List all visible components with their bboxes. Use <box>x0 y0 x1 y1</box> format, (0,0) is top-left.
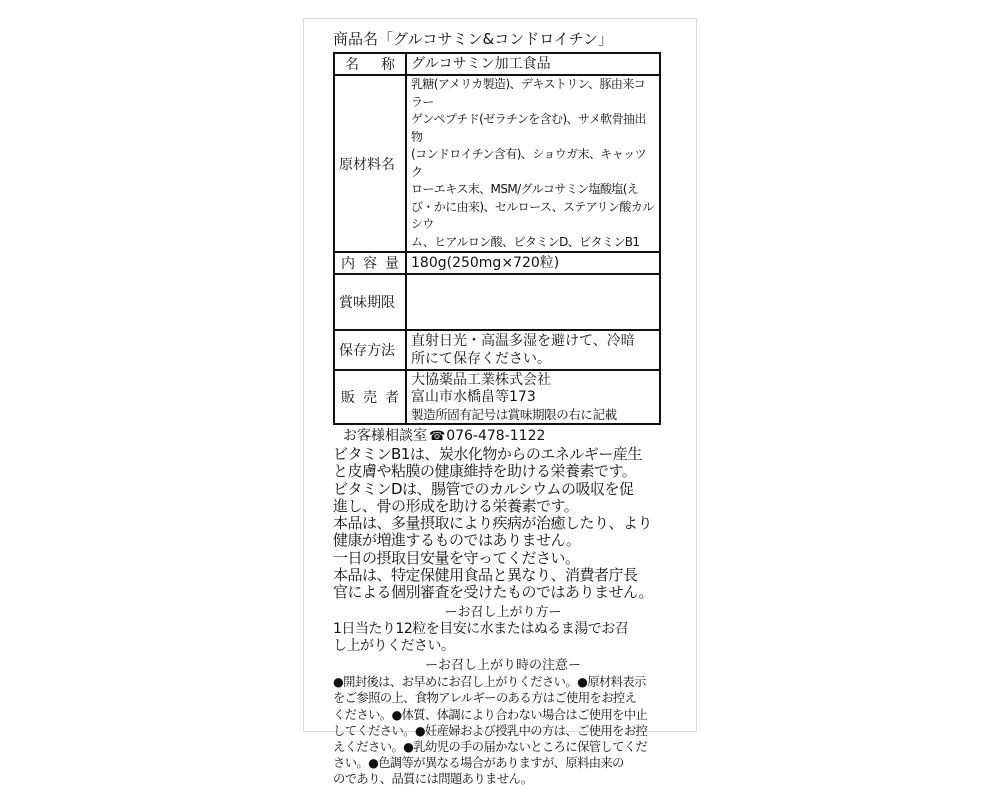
table-row <box>334 75 660 252</box>
label-content <box>333 28 673 788</box>
ingredients-line: ローエキス末、MSM/グルコサミン塩酸塩(え <box>411 182 639 196</box>
storage-value <box>406 330 660 370</box>
ingredients-line: 乳糖(アメリカ製造)、デキストリン、豚由来コラー <box>411 77 646 109</box>
storage-label: 保存方法 <box>334 330 406 370</box>
howto-heading: ーお召し上がり方ー <box>444 604 562 620</box>
ingredients-value <box>406 75 660 252</box>
ingredients-line: ゲンペプチド(ゼラチンを含む)、サメ軟骨抽出物 <box>411 112 646 144</box>
ingredients-label: 原材料名 <box>334 75 406 252</box>
note-line: 健康が増進するものではありません。 <box>333 531 581 550</box>
table-row <box>334 330 660 370</box>
table-row <box>334 53 660 75</box>
seller-note: 製造所固有記号は賞味期限の右に記載 <box>411 406 617 422</box>
note-line: ビタミンDは、腸管でのカルシウムの吸収を促 <box>333 479 634 498</box>
table-row <box>334 274 660 330</box>
expiry-value <box>406 274 660 330</box>
ingredients-line: (コンドロイチン含有)、ショウガ末、キャッツク <box>411 147 646 179</box>
caution-line: ください。●体質、体調により合わない場合はご使用を中止 <box>333 707 648 722</box>
caution-line: してください。●妊産婦および授乳中の方は、ご使用をお控 <box>333 723 648 738</box>
name-label-char-2: 称 <box>381 57 395 73</box>
caution-section <box>333 657 673 787</box>
note-line: 進し、骨の形成を助ける栄養素です。 <box>333 496 579 515</box>
product-name: 商品名「グルコサミン&コンドロイチン」 <box>333 30 614 48</box>
caution-line: をご参照の上、食物アレルギーのある方はご使用をお控え <box>333 691 637 706</box>
caution-line: ●開封後は、お早めにお召し上がりください。●原材料表示 <box>333 675 646 690</box>
seller-label-char-1: 販 <box>341 390 355 406</box>
caution-heading: ーお召し上がり時の注意ー <box>424 658 581 674</box>
telephone-icon: ☎ <box>429 429 446 444</box>
name-label-char-1: 名 <box>345 57 359 73</box>
note-line: ビタミンB1は、炭水化物からのエネルギー産生 <box>333 445 642 463</box>
seller-value <box>406 370 660 424</box>
product-info-table <box>333 52 661 425</box>
amount-label-cell <box>334 252 406 274</box>
ingredients-line: び・かに由来)、セルロース、ステアリン酸カルシウ <box>411 199 654 231</box>
note-line: 一日の摂取目安量を守ってください。 <box>333 548 580 567</box>
caution-line: えください。●乳幼児の手の届かないところに保管してくだ <box>333 740 648 755</box>
note-line: 本品は、特定保健用食品と異なり、消費者庁長 <box>333 566 638 585</box>
amount-value: 180g(250mg×720粒) <box>406 252 660 274</box>
caution-line: のであり、品質には問題ありません。 <box>333 772 533 787</box>
howto-section <box>333 604 673 656</box>
table-row <box>334 252 660 274</box>
note-line: 本品は、多量摂取により疾病が治癒したり、より <box>333 514 653 533</box>
storage-line: 直射日光・高温多湿を避けて、冷暗 <box>411 333 635 349</box>
seller-company: 大協薬品工業株式会社 <box>411 371 551 388</box>
name-label-cell <box>334 53 406 75</box>
note-line: 官による個別審査を受けたものではありません。 <box>333 583 653 602</box>
table-row <box>334 370 660 424</box>
howto-line: し上がりください。 <box>333 637 455 654</box>
seller-address: 富山市水橋畠等173 <box>411 388 536 405</box>
amount-label-char-1: 内 <box>341 256 355 272</box>
seller-label-cell <box>334 370 406 424</box>
expiry-label: 賞味期限 <box>334 274 406 330</box>
caution-line: さい。●色調等が異なる場合がありますが、原料由来の <box>333 756 624 771</box>
customer-contact <box>333 427 673 446</box>
amount-label-char-2: 容 <box>363 256 377 272</box>
seller-label-char-3: 者 <box>385 390 399 406</box>
contact-phone: 076-478-1122 <box>446 428 546 444</box>
howto-line: 1日当たり12粒を目安に水またはぬるま湯でお召 <box>333 620 629 637</box>
name-value: グルコサミン加工食品 <box>406 53 660 75</box>
amount-label-char-3: 量 <box>385 256 399 272</box>
ingredients-line: ム、ヒアルロン酸、ビタミンD、ビタミンB1 <box>411 234 640 249</box>
notes-block <box>333 446 673 602</box>
seller-label-char-2: 売 <box>363 390 377 406</box>
note-line: と皮膚や粘膜の健康維持を助ける栄養素です。 <box>333 462 637 481</box>
contact-label: お客様相談室 <box>343 428 427 444</box>
storage-line: 所にて保存ください。 <box>411 351 551 367</box>
